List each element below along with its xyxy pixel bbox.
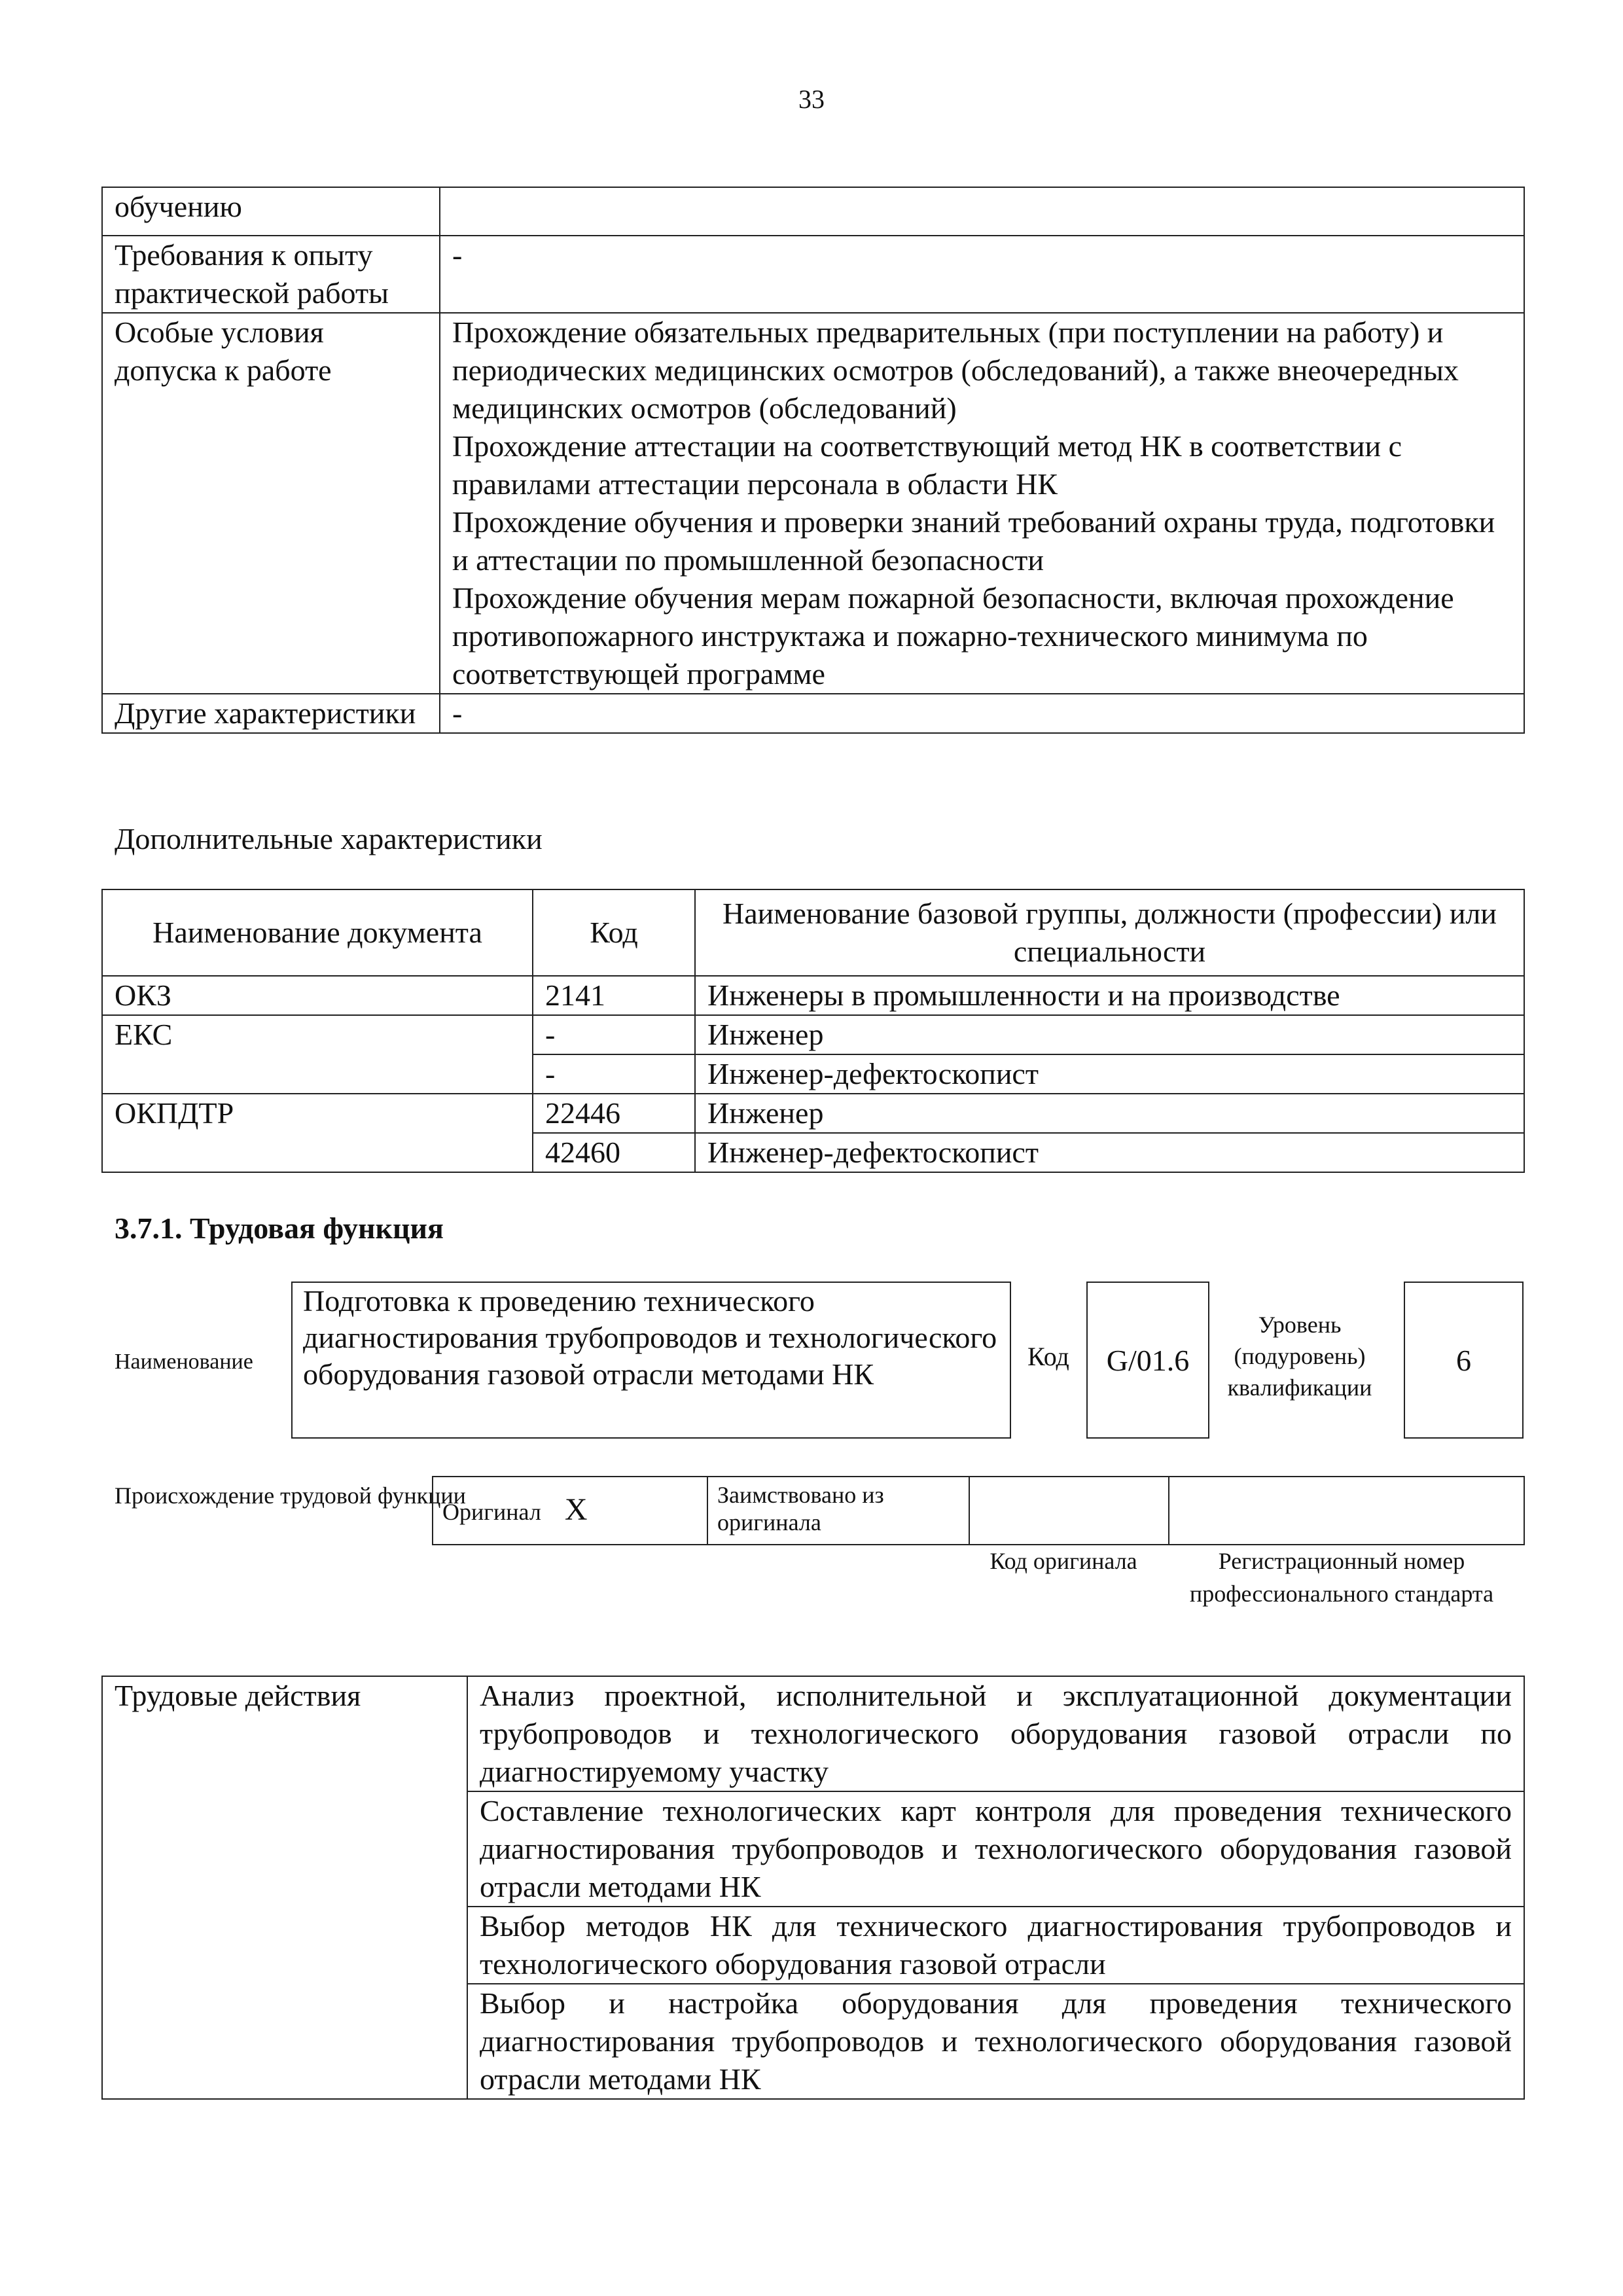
function-origin-label: Происхождение трудовой функции	[115, 1482, 466, 1509]
doc-cell: ОКПДТР	[102, 1094, 533, 1172]
table-row	[102, 313, 1524, 694]
table-row	[102, 1015, 1524, 1054]
training-value-cell	[440, 187, 1524, 236]
name-cell: Инженеры в промышленности и на производстве	[695, 976, 1524, 1015]
code-cell: 42460	[533, 1133, 695, 1172]
conditions-label-cell: Особые условия допуска к работе	[102, 313, 440, 694]
name-cell: Инженер-дефектоскопист	[695, 1133, 1524, 1172]
doc-cell: ЕКС	[102, 1015, 533, 1094]
labour-action-item: Анализ проектной, исполнительной и эксплуатационной документации трубопроводов и технологического оборудования газовой отрасли по диагностируемому участку	[467, 1676, 1524, 1791]
doc-cell: ОКЗ	[102, 976, 533, 1015]
training-label-cell: обучению	[102, 187, 440, 236]
qualification-level-label: Уровень (подуровень) квалификации	[1227, 1312, 1372, 1401]
reg-number-cell	[1169, 1477, 1524, 1545]
origin-mark: X	[564, 1492, 588, 1527]
table-row	[102, 976, 1524, 1015]
qualification-level-box: 6	[1404, 1282, 1524, 1439]
code-original-label: Код оригинала	[990, 1548, 1137, 1574]
table-row	[102, 187, 1524, 236]
reg-number-label: Регистрационный номер профессионального стандарта	[1189, 1548, 1494, 1607]
origin-borrowed-cell: Заимствовано из оригинала	[707, 1477, 969, 1545]
labour-function-title: 3.7.1. Трудовая функция	[115, 1211, 444, 1245]
other-label-cell: Другие характеристики	[102, 694, 440, 733]
function-name-box: Подготовка к проведению технического диагностирования трубопроводов и технологического оборудования газовой отрасли методами НК	[291, 1282, 1011, 1439]
function-code-box: G/01.6	[1086, 1282, 1209, 1439]
experience-label-cell: Требования к опыту практической работы	[102, 236, 440, 313]
labour-action-item: Выбор и настройка оборудования для проведения технического диагностирования трубопроводов и технологического оборудования газовой отрасли методами НК	[467, 1984, 1524, 2099]
extra-characteristics-table	[101, 889, 1525, 1173]
labour-action-item: Составление технологических карт контроля для проведения технического диагностирования трубопроводов и технологического оборудования газовой отрасли методами НК	[467, 1791, 1524, 1907]
table-header-row	[102, 889, 1524, 976]
function-origin-table	[432, 1476, 1525, 1545]
extra-characteristics-title: Дополнительные характеристики	[115, 822, 543, 855]
table-row	[433, 1477, 1524, 1545]
header-group-name: Наименование базовой группы, должности (профессии) или специальности	[695, 889, 1524, 976]
function-code-label: Код	[1027, 1342, 1069, 1371]
header-code: Код	[533, 889, 695, 976]
condition-item: Прохождение обучения мерам пожарной безопасности, включая прохождение противопожарного инструктажа и пожарно-технического минимума по соответствующей программе	[452, 581, 1454, 691]
page-number: 33	[798, 84, 825, 114]
labour-actions-table	[101, 1676, 1525, 2100]
labour-action-item: Выбор методов НК для технического диагностирования трубопроводов и технологического оборудования газовой отрасли	[467, 1907, 1524, 1984]
code-cell: 22446	[533, 1094, 695, 1133]
code-cell: -	[533, 1054, 695, 1094]
function-name-label: Наименование	[115, 1350, 253, 1374]
condition-item: Прохождение аттестации на соответствующий метод НК в соответствии с правилами аттестации персонала в области НК	[452, 429, 1402, 501]
qualification-requirements-table	[101, 187, 1525, 734]
experience-value-cell: -	[440, 236, 1524, 313]
table-row	[102, 1676, 1524, 1791]
labour-actions-label-cell: Трудовые действия	[102, 1676, 467, 2099]
table-row	[102, 694, 1524, 733]
code-cell: -	[533, 1015, 695, 1054]
header-document: Наименование документа	[102, 889, 533, 976]
name-cell: Инженер	[695, 1094, 1524, 1133]
condition-item: Прохождение обучения и проверки знаний требований охраны труда, подготовки и аттестации по промышленной безопасности	[452, 505, 1495, 577]
table-row	[102, 1094, 1524, 1133]
origin-original-cell	[433, 1477, 707, 1545]
code-original-cell	[969, 1477, 1169, 1545]
name-cell: Инженер	[695, 1015, 1524, 1054]
origin-original-text: Оригинал	[442, 1498, 541, 1525]
condition-item: Прохождение обязательных предварительных (при поступлении на работу) и периодических медицинских осмотров (обследований), а также внеочередных медицинских осмотров (обследований)	[452, 315, 1459, 425]
other-value-cell: -	[440, 694, 1524, 733]
code-cell: 2141	[533, 976, 695, 1015]
name-cell: Инженер-дефектоскопист	[695, 1054, 1524, 1094]
conditions-value-cell	[440, 313, 1524, 694]
table-row	[102, 236, 1524, 313]
